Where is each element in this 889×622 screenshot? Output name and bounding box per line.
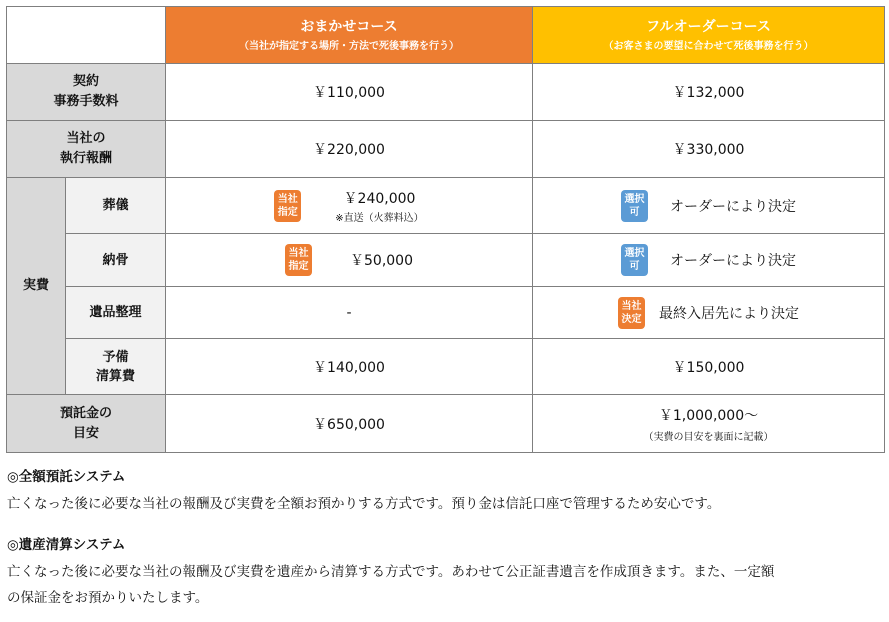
belongings-full-text: 最終入居先により決定	[659, 305, 799, 322]
fee-table	[6, 6, 885, 453]
contract-fee-full: ￥132,000	[533, 64, 885, 121]
funeral-full	[533, 178, 885, 234]
badge-line1: 当社	[277, 193, 298, 205]
selectable-badge	[621, 190, 648, 222]
burial-label: 納骨	[66, 234, 166, 287]
badge-line1: 選択	[624, 248, 645, 259]
reserve-label	[66, 339, 166, 395]
contract-fee-label	[7, 64, 166, 121]
belongings-omakase: -	[166, 287, 533, 339]
designated-badge	[274, 190, 301, 222]
contract-fee-label-line2: 事務手数料	[53, 94, 119, 109]
full-deposit-heading: ◎全額預託システム	[7, 469, 126, 485]
funeral-omakase-note: ※直送（火葬料込）	[335, 212, 424, 224]
reserve-label-line1: 予備	[102, 349, 129, 365]
contract-fee-label-line1: 契約	[72, 74, 99, 89]
deposit-full-price: ￥1,000,000〜	[658, 407, 759, 424]
deposit-row	[7, 395, 885, 453]
burial-full-text: オーダーにより決定	[670, 253, 796, 269]
execution-fee-omakase: ￥220,000	[166, 121, 533, 178]
estate-settlement-body-line2: の保証金をお預かりいたします。	[7, 590, 209, 606]
belongings-label: 遺品整理	[66, 287, 166, 339]
estate-settlement-heading: ◎遺産清算システム	[7, 537, 126, 553]
reserve-omakase: ￥140,000	[166, 339, 533, 395]
execution-fee-label	[7, 121, 166, 178]
reserve-label-line2: 清算費	[95, 368, 135, 384]
funeral-label: 葬儀	[66, 178, 166, 234]
deposit-full	[533, 395, 885, 453]
contract-fee-omakase: ￥110,000	[166, 64, 533, 121]
burial-omakase-price: ￥50,000	[350, 253, 413, 269]
funeral-omakase-price: ￥240,000	[343, 190, 416, 207]
deposit-full-note: （実費の目安を裏面に記載）	[643, 431, 774, 443]
funeral-row	[7, 178, 885, 234]
omakase-course-title: おまかせコース	[300, 18, 398, 35]
selectable-badge	[621, 244, 648, 276]
full-order-course-subtitle: （お客さまの要望に合わせて死後事務を行う）	[603, 40, 814, 52]
execution-fee-row	[7, 121, 885, 178]
badge-line1: 当社	[288, 248, 309, 259]
full-order-course-title: フルオーダーコース	[646, 18, 771, 35]
badge-line1: 選択	[624, 193, 645, 205]
badge-line2: 可	[629, 261, 640, 272]
burial-omakase	[166, 234, 533, 287]
burial-full	[533, 234, 885, 287]
belongings-row	[7, 287, 885, 339]
badge-line2: 指定	[288, 261, 309, 272]
badge-line2: 指定	[277, 206, 298, 218]
reserve-row	[7, 339, 885, 395]
execution-fee-label-line2: 執行報酬	[59, 151, 112, 166]
deposit-label	[7, 395, 166, 453]
actual-cost-label: 実費	[7, 178, 66, 395]
omakase-course-header	[166, 7, 533, 64]
badge-line1: 当社	[621, 300, 642, 312]
estate-settlement-body-line1: 亡くなった後に必要な当社の報酬及び実費を遺産から清算する方式です。あわせて公正証書遺言を作成頂きます。また、一定額	[7, 564, 775, 580]
full-deposit-body: 亡くなった後に必要な当社の報酬及び実費を全額お預かりする方式です。預り金は信託口座で管理するため安心です。	[7, 496, 721, 512]
deposit-label-line2: 目安	[72, 425, 99, 441]
badge-line2: 決定	[621, 313, 642, 325]
deposit-label-line1: 預託金の	[59, 405, 112, 421]
belongings-full	[533, 287, 885, 339]
funeral-full-text: オーダーにより決定	[670, 198, 796, 215]
contract-fee-row	[7, 64, 885, 121]
company-decision-badge	[618, 297, 645, 329]
reserve-full: ￥150,000	[533, 339, 885, 395]
funeral-omakase	[166, 178, 533, 234]
designated-badge	[285, 244, 312, 276]
omakase-course-subtitle: （当社が指定する場所・方法で死後事務を行う）	[239, 40, 459, 52]
execution-fee-full: ￥330,000	[533, 121, 885, 178]
header-empty-cell	[7, 7, 166, 64]
header-row	[7, 7, 885, 64]
deposit-omakase: ￥650,000	[166, 395, 533, 453]
full-order-course-header	[533, 7, 885, 64]
execution-fee-label-line1: 当社の	[66, 131, 106, 146]
burial-row	[7, 234, 885, 287]
badge-line2: 可	[629, 206, 640, 218]
